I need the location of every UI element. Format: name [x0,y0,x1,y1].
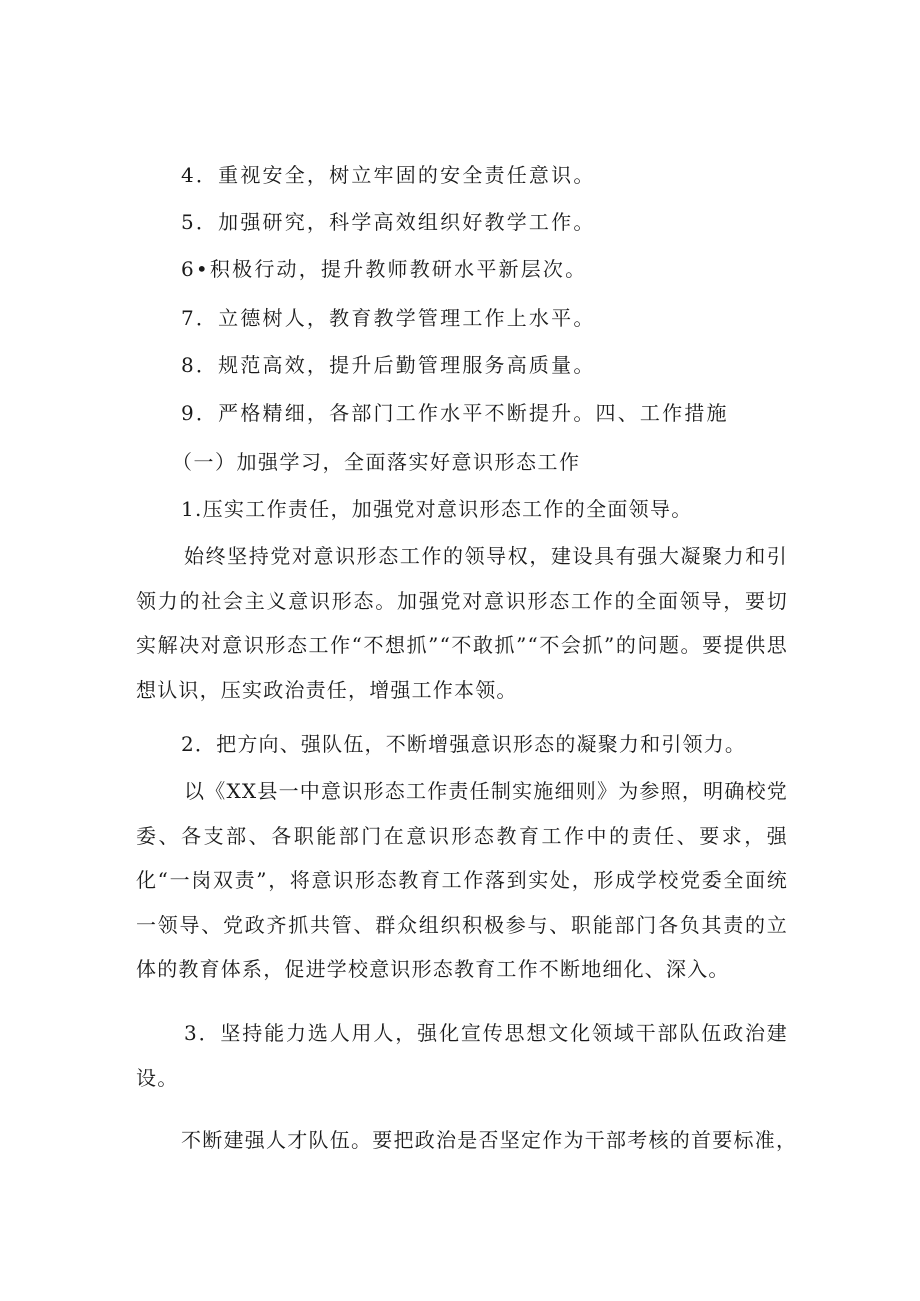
list-item-7: 7．立德树人，教育教学管理工作上水平。 [181,306,596,330]
paragraph-3: 不断建强人才队伍。要把政治是否坚定作为干部考核的首要标准， [181,1128,798,1152]
list-item-4: 4．重视安全，树立牢固的安全责任意识。 [181,163,596,187]
subheading-3: 3．坚持能力选人用人，强化宣传思想文化领域干部队伍政治建设。 [136,1021,788,1090]
paragraph-2: 以《XX县一中意识形态工作责任制实施细则》为参照，明确校党委、各支部、各职能部门在意识形态教育工作中的责任、要求，强化“一岗双责”，将意识形态教育工作落到实处，形成学校党委全面统一领导、党政齐抓共管、群众组织积极参与、职能部门各负其责的立体的教育体系，促进学校意识形态教育工作不断地细化、深入。 [136,779,788,981]
list-item-8: 8．规范高效，提升后勤管理服务高质量。 [181,353,596,377]
paragraph-1: 始终坚持党对意识形态工作的领导权，建设具有强大凝聚力和引领力的社会主义意识形态。加强党对意识形态工作的全面领导，要切实解决对意识形态工作“不想抓”“不敢抓”“不会抓”的问题。要提供思想认识，压实政治责任，增强工作本领。 [136,544,788,702]
list-item-6: 6•积极行动，提升教师教研水平新层次。 [181,257,588,281]
subheading-1: 1.压实工作责任，加强党对意识形态工作的全面领导。 [181,497,693,521]
section-heading: （一）加强学习，全面落实好意识形态工作 [172,450,581,474]
list-item-9: 9．严格精细，各部门工作水平不断提升。四、工作措施 [181,401,729,425]
subheading-2: 2．把方向、强队伍，不断增强意识形态的凝聚力和引领力。 [181,732,747,756]
list-item-5: 5．加强研究，科学高效组织好教学工作。 [181,210,596,234]
